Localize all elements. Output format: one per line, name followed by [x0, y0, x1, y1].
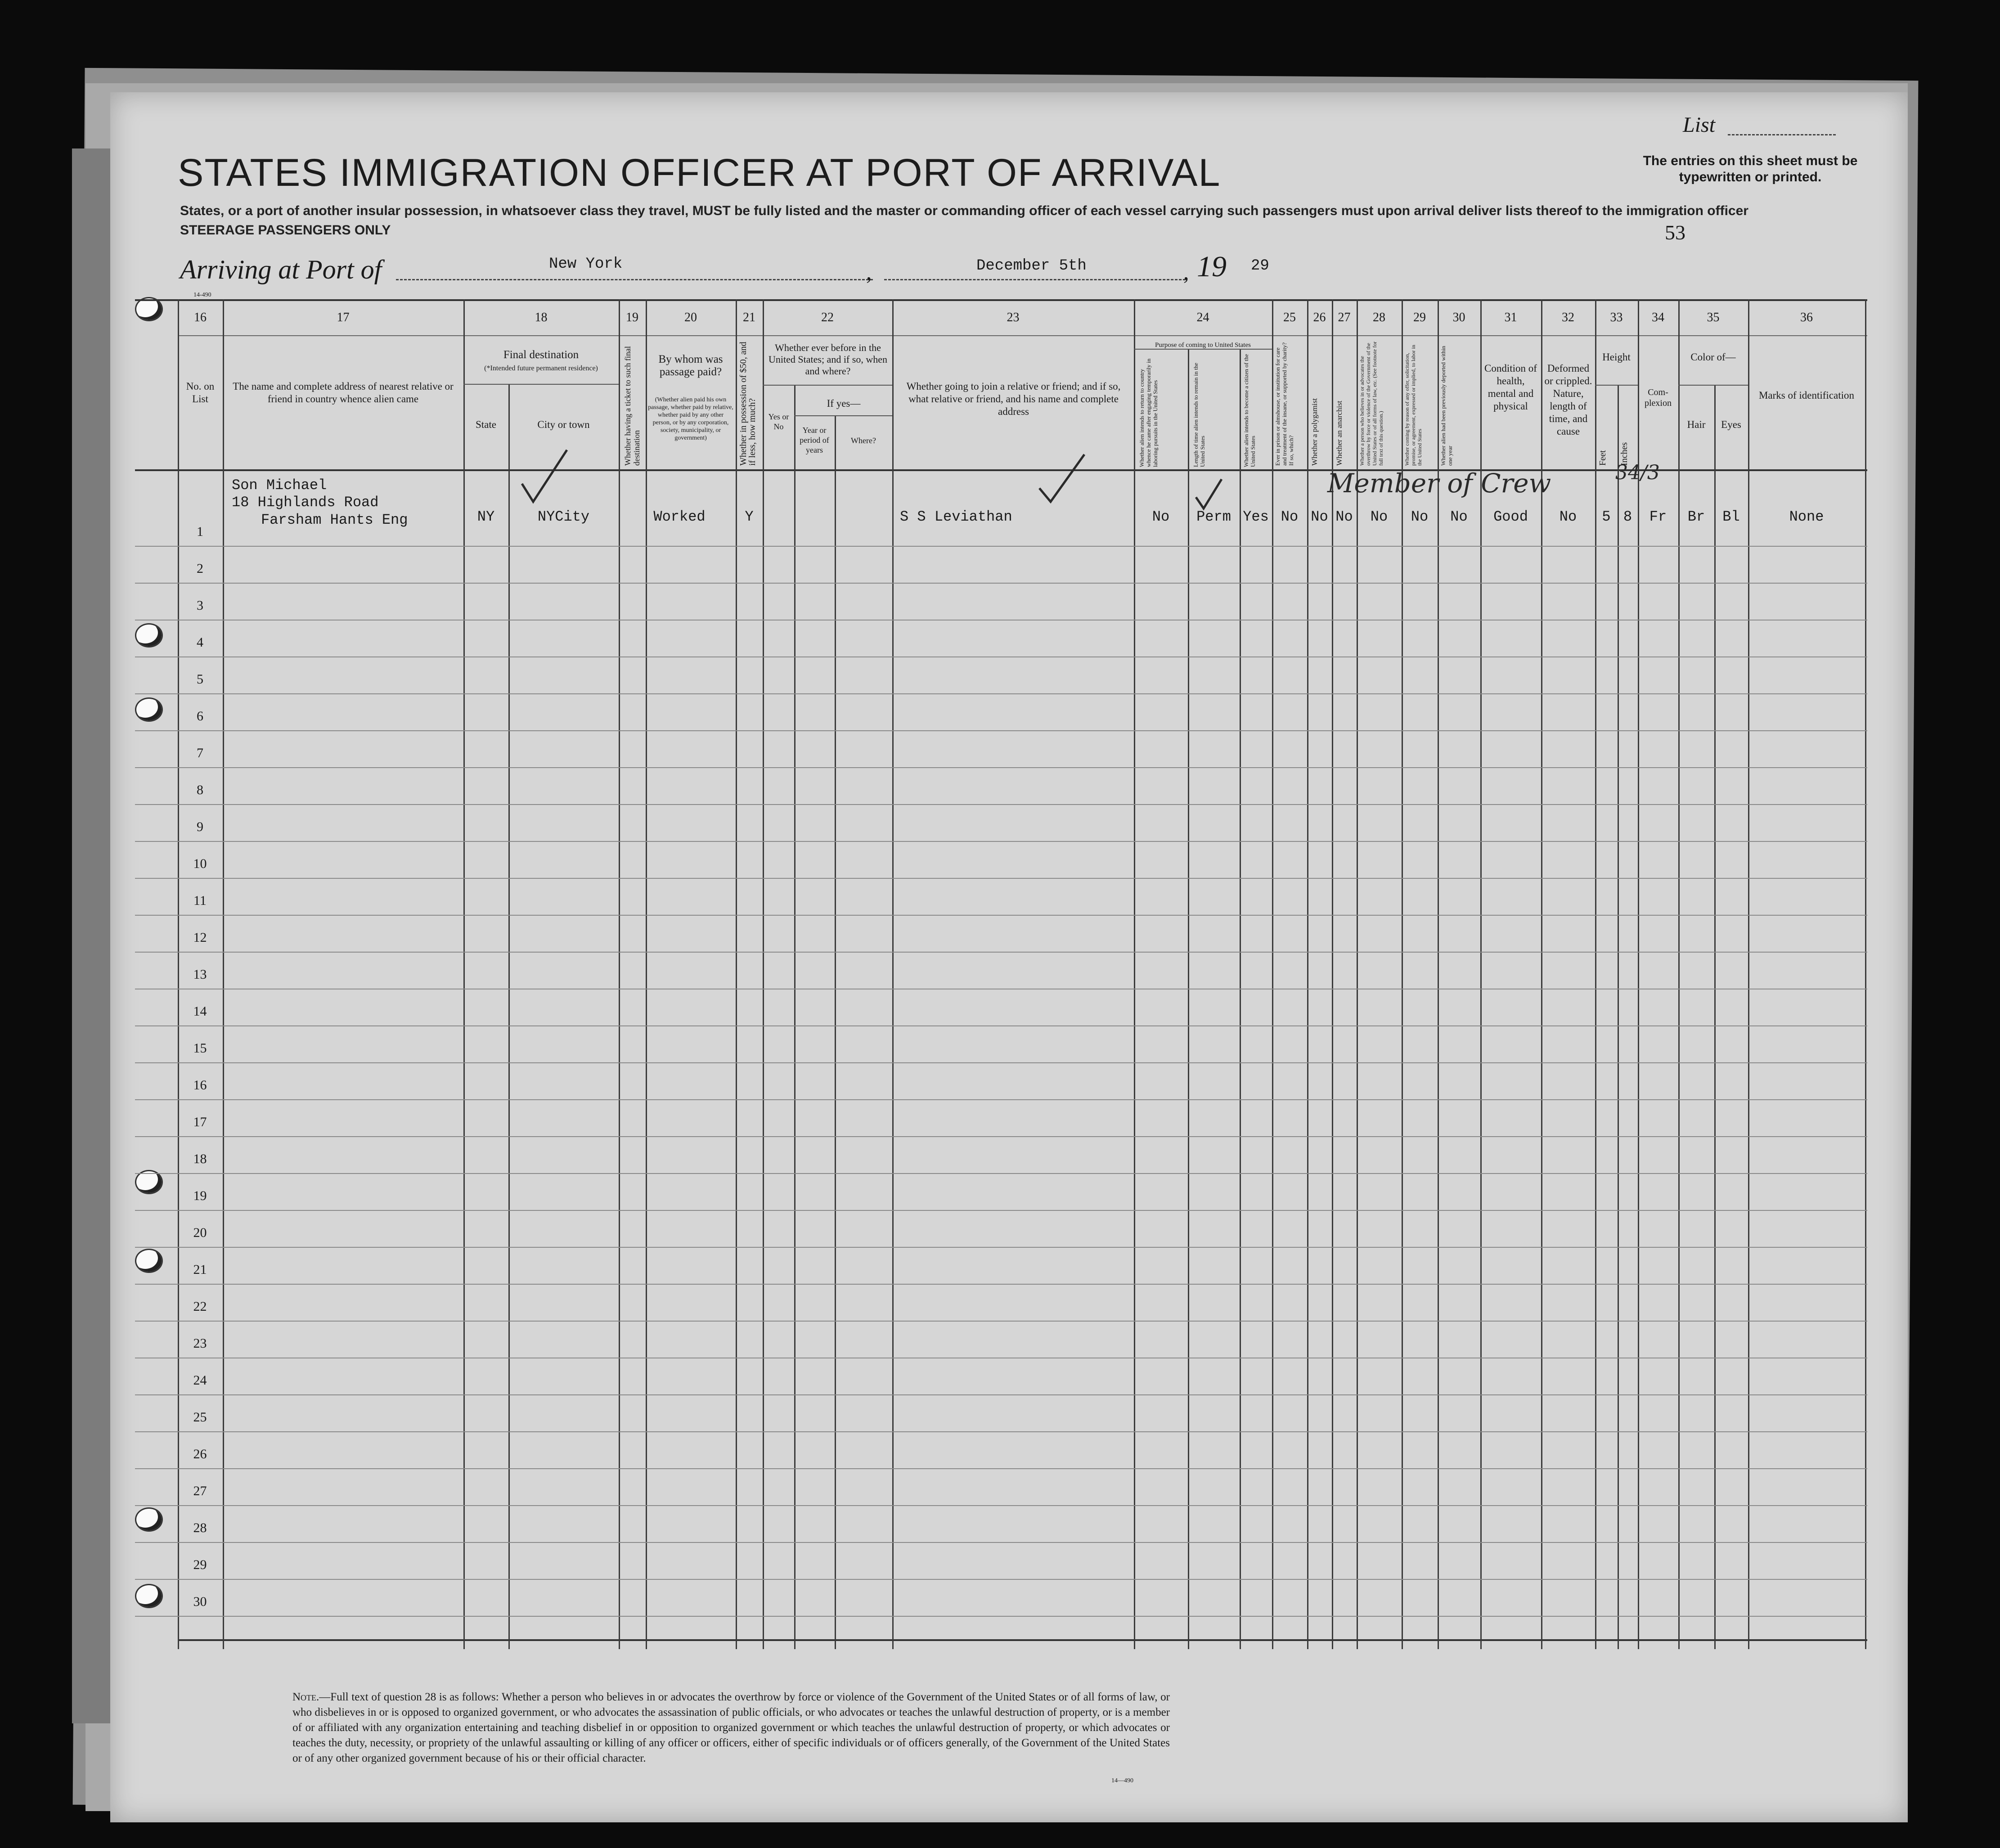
passage-paid-value: Worked	[653, 508, 706, 525]
header-year-period: Year or period of years	[800, 426, 829, 454]
column-divider	[1307, 299, 1308, 1649]
column-divider	[1678, 299, 1680, 1649]
row-number: 16	[193, 1078, 207, 1093]
row-number: 25	[193, 1410, 207, 1425]
header-deformed: Deformed or crippled. Nature, length of time, and cause	[1544, 363, 1592, 437]
deported-value: No	[1450, 508, 1468, 525]
column-divider	[1865, 299, 1866, 1649]
column-number: 18	[535, 310, 548, 324]
row-number: 8	[197, 782, 203, 797]
row-number: 26	[193, 1447, 207, 1461]
footnote-text: —Full text of question 28 is as follows: Whether a person who believes in or advocates the overthrow by force or violence of the Government of the United States or of all forms of law, or who disbelieves in or is opposed to organized government, or who advocates the assassination of public officials, or who advocates or teaches the unlawful destruction of property, or is a member of or affiliated with any organization entertaining and teaching disbelief in or opposition to organized government or which teaches the unlawful destruction of property, or which advocates or teaches the duty, necessity, or propriety of the unlawful assaulting or killing of any officer or officers, either of specific individuals or of officers generally, of the Government of the United States or of any other organized government because of his or their official character.	[292, 1691, 1170, 1764]
row-number: 15	[193, 1041, 207, 1056]
column-number: 35	[1707, 310, 1720, 324]
row-rule	[135, 730, 1867, 731]
anarchist-value: No	[1335, 508, 1353, 525]
header-eyes: Eyes	[1721, 419, 1741, 430]
row-rule	[135, 1542, 1867, 1543]
column-divider	[223, 299, 224, 1649]
row-number: 20	[193, 1225, 207, 1240]
column-divider	[794, 385, 796, 1649]
column-number: 20	[684, 310, 697, 324]
return-intent-value: No	[1152, 508, 1170, 525]
column-number: 26	[1313, 310, 1326, 324]
column-number-rule	[178, 335, 1867, 336]
typewritten-note: The entries on this sheet must be typewritten or printed.	[1643, 153, 1858, 184]
header-relative-address: The name and complete address of nearest relative or friend in country whence alien came	[233, 381, 454, 405]
relative-name: Son Michael	[232, 477, 327, 494]
row-rule	[135, 1247, 1867, 1248]
header-prison: Ever in prison or almshouse, or institution for care and treatment of the insane, or supported by charity? If so, which?	[1274, 342, 1294, 466]
column-number: 24	[1196, 310, 1209, 324]
row-number: 22	[193, 1299, 207, 1314]
column-divider	[1402, 299, 1403, 1649]
row-rule	[135, 952, 1867, 953]
table-bottom-border	[178, 1639, 1867, 1641]
citizen-intent-value: Yes	[1243, 508, 1269, 525]
column-number: 34	[1652, 310, 1664, 324]
column-number: 36	[1800, 310, 1813, 324]
check-mark-icon	[517, 445, 571, 508]
column-number: 32	[1562, 310, 1574, 324]
row-number: 9	[197, 819, 203, 834]
footer-form-code: 14—490	[1111, 1777, 1133, 1784]
date-value: December 5th	[976, 257, 1087, 274]
header-fifty-dollars: Whether in possession of $50, and if less, how much?	[738, 342, 757, 466]
column-number: 31	[1504, 310, 1517, 324]
row-rule	[135, 1284, 1867, 1285]
row-rule	[135, 1062, 1867, 1063]
column-number: 23	[1007, 310, 1020, 324]
health-value: Good	[1493, 508, 1528, 525]
header-hair: Hair	[1687, 419, 1706, 430]
row-number: 13	[193, 967, 207, 982]
header-no-on-list: No. on List	[186, 381, 215, 405]
header-destination-sub: (*Intended future permanent residence)	[484, 364, 598, 372]
check-mark-icon	[1192, 477, 1228, 513]
column-number: 21	[743, 310, 755, 324]
row-number: 19	[193, 1188, 207, 1203]
header-final-destination: Final destination	[503, 349, 579, 361]
row-number: 1	[197, 524, 203, 539]
year-prefix: 19	[1197, 250, 1227, 283]
row-rule	[135, 1025, 1867, 1026]
header-instructions: States, or a port of another insular possession, in whatsoever class they travel, MUST be fully listed and the master or commanding officer of each vessel carrying such passengers must upon arrival deliver lists thereof to the immigration officer	[180, 203, 1748, 218]
row-number: 10	[193, 856, 207, 871]
list-number-line	[1728, 134, 1836, 135]
row-number: 11	[193, 893, 207, 908]
steerage-label: STEERAGE PASSENGERS ONLY	[180, 223, 391, 238]
footnote	[292, 1690, 1170, 1766]
column-number: 27	[1338, 310, 1351, 324]
joining-value: S S Leviathan	[900, 508, 1012, 525]
row-number: 18	[193, 1151, 207, 1166]
column-divider	[736, 299, 737, 1649]
header-marks: Marks of identification	[1758, 390, 1855, 401]
column-divider	[1188, 349, 1189, 1649]
subheader-rule	[794, 415, 892, 416]
row-rule	[135, 1210, 1867, 1211]
arriving-label: Arriving at Port of	[180, 255, 382, 284]
column-divider	[1134, 299, 1135, 1649]
header-length-stay: Length of time alien intends to remain in the United States	[1192, 363, 1206, 467]
column-divider	[1638, 299, 1639, 1649]
row-number: 2	[197, 561, 203, 576]
column-number: 19	[626, 310, 638, 324]
row-rule	[135, 915, 1867, 916]
year-suffix: 29	[1251, 257, 1269, 274]
column-number: 22	[821, 310, 834, 324]
row-rule	[135, 1173, 1867, 1174]
column-divider	[1541, 299, 1542, 1649]
header-joining: Whether going to join a relative or friend; and if so, what relative or friend, and his name and complete address	[906, 381, 1121, 417]
header-city: City or town	[537, 419, 590, 430]
row-number: 12	[193, 930, 207, 945]
header-height: Height	[1602, 351, 1631, 363]
row-rule	[135, 1616, 1867, 1617]
height-inches-value: 8	[1623, 508, 1632, 525]
port-value: New York	[549, 256, 623, 273]
deformed-value: No	[1559, 508, 1577, 525]
manifest-table	[135, 299, 1867, 1649]
row-rule	[135, 1394, 1867, 1395]
row-rule	[135, 1431, 1867, 1432]
column-number: 29	[1413, 310, 1426, 324]
height-feet-value: 5	[1602, 508, 1611, 525]
header-where: Where?	[851, 436, 876, 445]
destination-state: NY	[477, 508, 495, 525]
column-divider	[1714, 385, 1716, 1649]
column-number: 28	[1373, 310, 1385, 324]
header-state: State	[476, 419, 496, 430]
subheader-rule	[763, 385, 892, 386]
check-mark-icon	[1035, 450, 1089, 508]
complexion-value: Fr	[1649, 508, 1667, 525]
header-yes-no: Yes or No	[768, 412, 789, 431]
hair-value: Br	[1687, 508, 1705, 525]
row-number: 23	[193, 1336, 207, 1351]
column-divider	[763, 299, 764, 1649]
column-number: 17	[337, 310, 350, 324]
row-rule	[135, 1468, 1867, 1469]
row-number: 24	[193, 1373, 207, 1388]
column-divider	[1595, 299, 1596, 1649]
column-divider	[1748, 299, 1749, 1649]
row-number: 17	[193, 1115, 207, 1129]
column-divider	[1480, 299, 1482, 1649]
row-rule	[135, 1136, 1867, 1137]
column-divider	[1618, 385, 1619, 1649]
row-rule	[135, 583, 1867, 584]
header-deported: Whether alien had been previously deported within one year	[1440, 346, 1453, 466]
sheet-number: 53	[1665, 221, 1685, 244]
row-rule	[135, 1321, 1867, 1322]
destination-city: NYCity	[537, 508, 590, 525]
column-divider	[619, 299, 620, 1649]
list-label: List	[1683, 113, 1716, 137]
header-overthrow: Whether a person who believes in or advocates the overthrow by force or violence of the Government of the United States or of all forms of law, etc. (See footnote for full text of this question.)	[1359, 341, 1384, 466]
column-divider	[835, 416, 836, 1649]
row-number: 7	[197, 746, 203, 760]
row-number: 29	[193, 1557, 207, 1572]
subheader-rule	[1678, 385, 1748, 386]
column-divider	[463, 299, 465, 1649]
header-feet: Feet	[1598, 450, 1608, 466]
header-if-yes: If yes—	[827, 398, 861, 409]
header-health: Condition of health, mental and physical	[1484, 363, 1537, 412]
row-rule	[135, 767, 1867, 768]
footnote-label: Note.	[292, 1691, 319, 1703]
header-citizen-intent: Whether alien intends to become a citizen of the United States	[1243, 354, 1256, 467]
eyes-value: Bl	[1722, 508, 1740, 525]
header-complexion: Com-plexion	[1645, 387, 1672, 408]
date-line	[884, 279, 1186, 280]
header-return-intent: Whether alien intends to return to country whence he came after engaging temporarily in laboring pursuits in the United States	[1138, 358, 1159, 467]
row-number: 27	[193, 1484, 207, 1498]
row-number: 5	[197, 672, 203, 687]
labor-offer-value: No	[1411, 508, 1429, 525]
header-passage-sub: (Whether alien paid his own passage, whether paid by relative, whether paid by any other person, or by any corporation, society, municipality, or government)	[648, 396, 733, 441]
overthrow-value: No	[1370, 508, 1388, 525]
column-divider	[1272, 299, 1273, 1649]
handwritten-fraction: 34/3	[1615, 461, 1660, 484]
column-divider	[1240, 349, 1241, 1649]
column-divider	[1357, 299, 1358, 1649]
row-number: 28	[193, 1520, 207, 1535]
subheader-rule	[1595, 385, 1638, 386]
header-inches: Inches	[1619, 442, 1629, 466]
row-number: 14	[193, 1004, 207, 1019]
prison-value: No	[1281, 508, 1299, 525]
fifty-dollars-value: Y	[745, 508, 754, 525]
column-number: 30	[1452, 310, 1465, 324]
column-divider	[1438, 299, 1439, 1649]
comma: ,	[866, 259, 872, 284]
row-rule	[135, 878, 1867, 879]
column-number: 25	[1283, 310, 1296, 324]
relative-street: 18 Highlands Road	[232, 494, 379, 511]
row-number: 30	[193, 1594, 207, 1609]
row-rule	[135, 546, 1867, 547]
subheader-rule	[463, 384, 619, 385]
row-rule	[135, 804, 1867, 805]
header-anarchist: Whether an anarchist	[1335, 400, 1344, 466]
header-ticket: Whether having a ticket to such final destination	[623, 346, 641, 466]
column-divider	[892, 299, 894, 1649]
column-divider	[646, 299, 647, 1649]
row-rule	[135, 1579, 1867, 1580]
column-number: 33	[1610, 310, 1623, 324]
header-passage-paid: By whom was passage paid?	[658, 353, 723, 378]
row-rule	[135, 1505, 1867, 1506]
column-divider	[508, 385, 510, 1649]
page-title: STATES IMMIGRATION OFFICER AT PORT OF ARRIVAL	[178, 151, 1221, 194]
header-polygamist: Whether a polygamist	[1310, 398, 1319, 466]
header-purpose: Purpose of coming to United States	[1155, 342, 1251, 349]
column-number: 16	[194, 310, 207, 324]
row-rule	[135, 841, 1867, 842]
column-divider	[1332, 299, 1333, 1649]
header-labor-offer: Whether coming by reason of any offer, solicitation, promise, or agreement, expressed or implied, to labor in the United States	[1404, 345, 1423, 466]
header-bottom-border	[135, 469, 1867, 471]
marks-value: None	[1789, 508, 1824, 525]
row-rule	[135, 693, 1867, 694]
relative-town: Farsham Hants Eng	[261, 512, 408, 528]
row-number: 6	[197, 709, 203, 724]
row-number: 21	[193, 1262, 207, 1277]
row-rule	[135, 656, 1867, 657]
row-number: 3	[197, 598, 203, 613]
header-color-of: Color of—	[1690, 351, 1736, 363]
table-top-border	[135, 299, 1867, 301]
header-ever-before: Whether ever before in the United States; and if so, when and where?	[769, 342, 887, 377]
form-code: 14-490	[193, 292, 211, 298]
handwritten-crew-note: Member of Crew	[1327, 468, 1551, 499]
polygamist-value: No	[1311, 508, 1328, 525]
row-number: 4	[197, 635, 203, 650]
comma: ,	[1183, 259, 1189, 284]
row-rule	[135, 1099, 1867, 1100]
port-line	[396, 279, 873, 280]
length-stay-value: Perm	[1196, 508, 1231, 525]
